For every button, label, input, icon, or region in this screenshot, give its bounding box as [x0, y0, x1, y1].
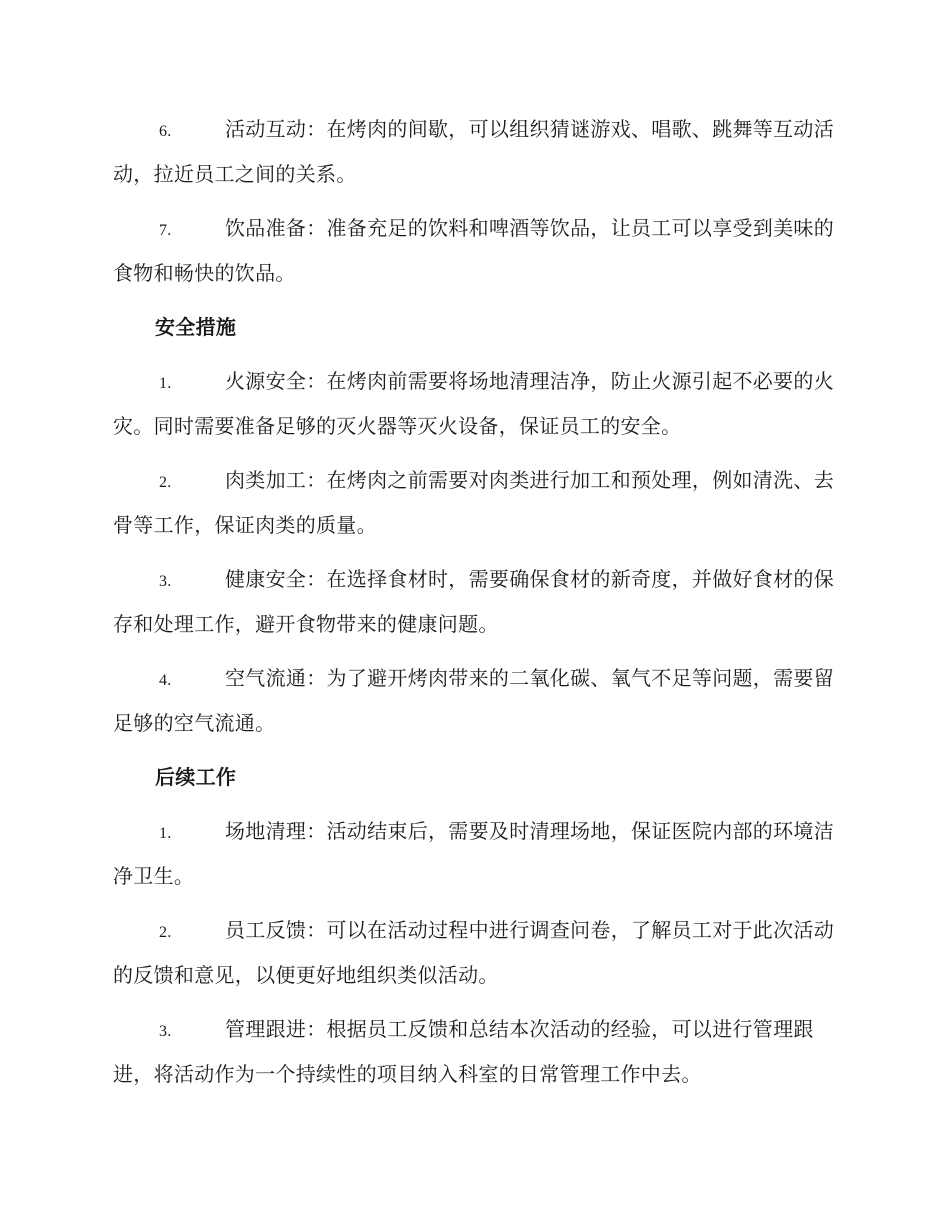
section-heading-safety: 安全措施 [155, 315, 237, 339]
list-item-number: 4. [159, 672, 172, 689]
list-item-number: 7. [159, 222, 172, 239]
list-item-text: 火源安全：在烤肉前需要将场地清理洁净，防止火源引起不必要的火灾。同时需要准备足够的灭火器等灭火设备，保证员工的安全。 [113, 369, 834, 438]
list-item-text: 空气流通：为了避开烤肉带来的二氧化碳、氧气不足等问题，需要留足够的空气流通。 [113, 666, 834, 735]
list-item [113, 360, 837, 447]
list-item [113, 1008, 837, 1095]
list-item [113, 108, 837, 195]
section-heading-follow-up: 后续工作 [155, 765, 237, 789]
list-item [113, 459, 837, 546]
list-item-text: 健康安全：在选择食材时，需要确保食材的新奇度，并做好食材的保存和处理工作，避开食物带来的健康问题。 [113, 567, 834, 636]
list-item-number: 1. [159, 375, 172, 392]
list-item-number: 3. [159, 573, 172, 590]
list-item [113, 558, 837, 645]
list-item-number: 2. [159, 924, 172, 941]
list-item-text: 管理跟进：根据员工反馈和总结本次活动的经验，可以进行管理跟进，将活动作为一个持续性的项目纳入科室的日常管理工作中去。 [113, 1017, 814, 1086]
document-body [113, 108, 837, 1107]
list-item [113, 909, 837, 996]
list-item-text: 活动互动：在烤肉的间歇，可以组织猜谜游戏、唱歌、跳舞等互动活动，拉近员工之间的关系。 [113, 117, 834, 186]
list-item-number: 1. [159, 825, 172, 842]
list-item-text: 员工反馈：可以在活动过程中进行调查问卷，了解员工对于此次活动的反馈和意见，以便更好地组织类似活动。 [113, 918, 834, 987]
list-item-number: 2. [159, 474, 172, 491]
list-item-text: 场地清理：活动结束后，需要及时清理场地，保证医院内部的环境洁净卫生。 [113, 819, 834, 888]
list-item [113, 207, 837, 294]
list-item [113, 810, 837, 897]
list-item-text: 肉类加工：在烤肉之前需要对肉类进行加工和预处理，例如清洗、去骨等工作，保证肉类的质量。 [113, 468, 834, 537]
list-item-number: 3. [159, 1023, 172, 1040]
list-item [113, 657, 837, 744]
list-item-text: 饮品准备：准备充足的饮料和啤酒等饮品，让员工可以享受到美味的食物和畅快的饮品。 [113, 216, 834, 285]
list-item-number: 6. [159, 123, 172, 140]
